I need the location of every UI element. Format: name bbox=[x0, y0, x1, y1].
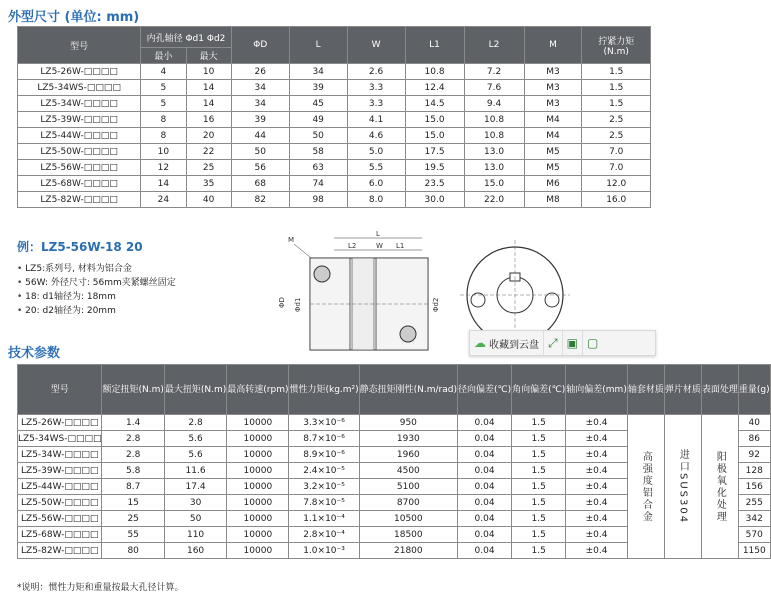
col-hub-material: 轴套材质 bbox=[627, 365, 664, 415]
table-cell: M5 bbox=[524, 144, 582, 160]
table-cell: 160 bbox=[164, 543, 226, 559]
table-cell: 4500 bbox=[359, 463, 457, 479]
table-cell: 5100 bbox=[359, 479, 457, 495]
table-cell: 86 bbox=[738, 431, 770, 447]
table-cell: 10000 bbox=[227, 479, 289, 495]
table-row bbox=[18, 96, 651, 112]
table-cell: 92 bbox=[738, 447, 770, 463]
table-cell: M3 bbox=[524, 96, 582, 112]
table-cell: 30.0 bbox=[405, 192, 464, 208]
table-cell: 80 bbox=[102, 543, 164, 559]
table-cell: 1.5 bbox=[582, 96, 651, 112]
table-cell: 74 bbox=[289, 176, 347, 192]
col-rated-torque: 额定扭矩(N.m) bbox=[102, 365, 164, 415]
col-model: 型号 bbox=[18, 365, 102, 415]
table-cell: 10000 bbox=[227, 431, 289, 447]
dim-d1-label: Φd1 bbox=[294, 297, 302, 312]
spring-material-text: 进口SUS304 bbox=[677, 448, 689, 525]
example-title: 例：LZ5-56W-18 20 bbox=[17, 240, 143, 254]
save-button[interactable] bbox=[563, 331, 583, 355]
table-row bbox=[18, 415, 771, 431]
save-to-cloud-button[interactable] bbox=[470, 331, 544, 355]
table-cell: 12.4 bbox=[405, 80, 464, 96]
table-row bbox=[18, 128, 651, 144]
col-weight: 重量(g) bbox=[738, 365, 770, 415]
model-cell: LZ5-68W-□□□□ bbox=[18, 176, 141, 192]
dim-D-label: ΦD bbox=[278, 297, 286, 308]
table-cell: 10.8 bbox=[464, 112, 524, 128]
table-cell: 7.0 bbox=[582, 160, 651, 176]
coupling-side-view-drawing bbox=[272, 228, 442, 358]
table-cell: 39 bbox=[289, 80, 347, 96]
table-cell: 156 bbox=[738, 479, 770, 495]
table-cell: ±0.4 bbox=[566, 415, 628, 431]
table-cell: 8700 bbox=[359, 495, 457, 511]
model-cell: LZ5-50W-□□□□ bbox=[18, 495, 102, 511]
table-cell: 14 bbox=[186, 80, 231, 96]
model-cell: LZ5-34W-□□□□ bbox=[18, 96, 141, 112]
torque-label: 拧紧力矩 bbox=[598, 36, 635, 47]
model-cell: LZ5-44W-□□□□ bbox=[18, 479, 102, 495]
table-cell: 8 bbox=[141, 112, 186, 128]
table-cell: 49 bbox=[289, 112, 347, 128]
table-cell: 5.5 bbox=[347, 160, 405, 176]
example-item: • 18: d1轴径为: 18mm bbox=[17, 290, 176, 304]
table-cell: 4.1 bbox=[347, 112, 405, 128]
table-cell: 2.8 bbox=[102, 431, 164, 447]
table-cell: 17.5 bbox=[405, 144, 464, 160]
col-radial: 径向偏差(℃) bbox=[458, 365, 512, 415]
col-torque bbox=[582, 27, 651, 64]
table-cell: 3.3×10⁻⁶ bbox=[289, 415, 359, 431]
table-cell: 7.6 bbox=[464, 80, 524, 96]
model-cell: LZ5-26W-□□□□ bbox=[18, 64, 141, 80]
table-cell: 15 bbox=[102, 495, 164, 511]
table-cell: M8 bbox=[524, 192, 582, 208]
table-cell: 7.2 bbox=[464, 64, 524, 80]
table-cell: 1.5 bbox=[582, 80, 651, 96]
table-cell: 26 bbox=[231, 64, 289, 80]
table-row bbox=[18, 176, 651, 192]
table-cell: 15.0 bbox=[464, 176, 524, 192]
table-row bbox=[18, 64, 651, 80]
surface-cell bbox=[701, 415, 738, 559]
more-button[interactable] bbox=[583, 331, 602, 355]
surface-text: 阳极氧化处理 bbox=[714, 450, 726, 523]
table-cell: 0.04 bbox=[458, 463, 512, 479]
table-cell: M4 bbox=[524, 128, 582, 144]
table-cell: 1.5 bbox=[512, 415, 566, 431]
table-cell: 13.0 bbox=[464, 160, 524, 176]
table-row bbox=[18, 192, 651, 208]
table-cell: 8.7×10⁻⁶ bbox=[289, 431, 359, 447]
table-cell: 18500 bbox=[359, 527, 457, 543]
table-cell: 35 bbox=[186, 176, 231, 192]
col-L1: L1 bbox=[405, 27, 464, 64]
tech-params-table bbox=[17, 364, 771, 559]
table-cell: 17.4 bbox=[164, 479, 226, 495]
table-cell: 8.0 bbox=[347, 192, 405, 208]
model-cell: LZ5-50W-□□□□ bbox=[18, 144, 141, 160]
table-cell: 1.5 bbox=[512, 447, 566, 463]
col-bore: 内孔轴径 Φd1 Φd2 bbox=[141, 27, 232, 48]
dim-L2-label: L2 bbox=[348, 242, 357, 250]
table-cell: 25 bbox=[102, 511, 164, 527]
table-cell: 2.6 bbox=[347, 64, 405, 80]
table-cell: 25 bbox=[186, 160, 231, 176]
cloud-toolbar bbox=[469, 330, 656, 356]
table-cell: 21800 bbox=[359, 543, 457, 559]
col-spring-material: 弹片材质 bbox=[664, 365, 701, 415]
table-cell: 24 bbox=[141, 192, 186, 208]
table-cell: M3 bbox=[524, 80, 582, 96]
table-cell: 4 bbox=[141, 64, 186, 80]
table-cell: 14 bbox=[141, 176, 186, 192]
col-model: 型号 bbox=[18, 27, 141, 64]
table-cell: 1930 bbox=[359, 431, 457, 447]
col-M: M bbox=[524, 27, 582, 64]
table-cell: 50 bbox=[289, 128, 347, 144]
table-cell: 14.5 bbox=[405, 96, 464, 112]
dimensions-table bbox=[17, 26, 651, 208]
table-cell: ±0.4 bbox=[566, 511, 628, 527]
model-cell: LZ5-56W-□□□□ bbox=[18, 160, 141, 176]
table-cell: 1.5 bbox=[512, 511, 566, 527]
table-cell: 128 bbox=[738, 463, 770, 479]
table-cell: 34 bbox=[231, 96, 289, 112]
table-cell: 20 bbox=[186, 128, 231, 144]
col-L: L bbox=[289, 27, 347, 64]
table-cell: M6 bbox=[524, 176, 582, 192]
table-cell: 0.04 bbox=[458, 543, 512, 559]
example-list bbox=[17, 262, 176, 318]
model-cell: LZ5-34WS-□□□□ bbox=[18, 80, 141, 96]
table-cell: 0.04 bbox=[458, 511, 512, 527]
table-cell: 0.04 bbox=[458, 479, 512, 495]
floppy-icon: ▣ bbox=[566, 336, 578, 350]
expand-icon: ⤢ bbox=[548, 335, 558, 350]
table-cell: 10000 bbox=[227, 415, 289, 431]
panel-icon: ▢ bbox=[586, 336, 599, 350]
col-L2: L2 bbox=[464, 27, 524, 64]
save-to-cloud-label: 收藏到云盘 bbox=[489, 339, 539, 351]
table-cell: 45 bbox=[289, 96, 347, 112]
table-cell: 58 bbox=[289, 144, 347, 160]
table-cell: 1.5 bbox=[512, 543, 566, 559]
table-cell: 15.0 bbox=[405, 112, 464, 128]
table-cell: 2.8 bbox=[102, 447, 164, 463]
table-cell: 3.2×10⁻⁵ bbox=[289, 479, 359, 495]
model-cell: LZ5-44W-□□□□ bbox=[18, 128, 141, 144]
model-cell: LZ5-68W-□□□□ bbox=[18, 527, 102, 543]
table-cell: 44 bbox=[231, 128, 289, 144]
table-cell: 570 bbox=[738, 527, 770, 543]
table-cell: 15.0 bbox=[405, 128, 464, 144]
table-row bbox=[18, 160, 651, 176]
dim-L-label: L bbox=[376, 230, 380, 238]
table-cell: 1.5 bbox=[512, 495, 566, 511]
table-cell: ±0.4 bbox=[566, 447, 628, 463]
table-cell: 40 bbox=[738, 415, 770, 431]
table-cell: 10000 bbox=[227, 527, 289, 543]
table-cell: 30 bbox=[164, 495, 226, 511]
spring-material-cell bbox=[664, 415, 701, 559]
table-cell: 68 bbox=[231, 176, 289, 192]
table-cell: 110 bbox=[164, 527, 226, 543]
table-cell: 50 bbox=[164, 511, 226, 527]
table-cell: 1960 bbox=[359, 447, 457, 463]
table-cell: 4.6 bbox=[347, 128, 405, 144]
model-cell: LZ5-26W-□□□□ bbox=[18, 415, 102, 431]
example-item: • 56W: 外径尺寸: 56mm夹紧螺丝固定 bbox=[17, 276, 176, 290]
table-cell: ±0.4 bbox=[566, 495, 628, 511]
col-W: W bbox=[347, 27, 405, 64]
table-cell: 55 bbox=[102, 527, 164, 543]
table-cell: 19.5 bbox=[405, 160, 464, 176]
table-cell: 11.6 bbox=[164, 463, 226, 479]
table-cell: 22 bbox=[186, 144, 231, 160]
dimensions-section-title: 外型尺寸 (单位: mm) bbox=[8, 10, 140, 25]
table-cell: 10.8 bbox=[464, 128, 524, 144]
table-cell: 9.4 bbox=[464, 96, 524, 112]
table-cell: 5.8 bbox=[102, 463, 164, 479]
example-item: • 20: d2轴径为: 20mm bbox=[17, 304, 176, 318]
model-cell: LZ5-34W-□□□□ bbox=[18, 447, 102, 463]
table-cell: 7.8×10⁻⁵ bbox=[289, 495, 359, 511]
table-cell: 1.5 bbox=[512, 463, 566, 479]
table-cell: 0.04 bbox=[458, 495, 512, 511]
table-cell: 8 bbox=[141, 128, 186, 144]
table-cell: 14 bbox=[186, 96, 231, 112]
table-cell: 10000 bbox=[227, 543, 289, 559]
model-cell: LZ5-82W-□□□□ bbox=[18, 543, 102, 559]
col-D: ΦD bbox=[231, 27, 289, 64]
table-cell: 255 bbox=[738, 495, 770, 511]
table-cell: M3 bbox=[524, 64, 582, 80]
table-row bbox=[18, 144, 651, 160]
col-max-speed: 最高转速(rpm) bbox=[227, 365, 289, 415]
example-item: • LZ5:系列号, 材料为铝合金 bbox=[17, 262, 176, 276]
hub-material-text: 高强度铝合金 bbox=[640, 450, 652, 523]
table-cell: 10500 bbox=[359, 511, 457, 527]
table-cell: 5.6 bbox=[164, 447, 226, 463]
col-surface: 表面处理 bbox=[701, 365, 738, 415]
table-cell: 34 bbox=[231, 80, 289, 96]
table-cell: 13.0 bbox=[464, 144, 524, 160]
table-cell: M5 bbox=[524, 160, 582, 176]
table-cell: 1.5 bbox=[512, 431, 566, 447]
table-cell: 1.5 bbox=[512, 527, 566, 543]
table-cell: 98 bbox=[289, 192, 347, 208]
table-row bbox=[18, 80, 651, 96]
table-cell: 8.7 bbox=[102, 479, 164, 495]
table-cell: 12.0 bbox=[582, 176, 651, 192]
table-cell: 5 bbox=[141, 96, 186, 112]
cloud-icon: ☁ bbox=[474, 336, 486, 350]
table-cell: M4 bbox=[524, 112, 582, 128]
table-cell: 10.8 bbox=[405, 64, 464, 80]
table-cell: 342 bbox=[738, 511, 770, 527]
table-cell: ±0.4 bbox=[566, 479, 628, 495]
model-cell: LZ5-56W-□□□□ bbox=[18, 511, 102, 527]
table-cell: 5.0 bbox=[347, 144, 405, 160]
table-cell: 2.8 bbox=[164, 415, 226, 431]
table-cell: 56 bbox=[231, 160, 289, 176]
table-cell: 16 bbox=[186, 112, 231, 128]
model-cell: LZ5-39W-□□□□ bbox=[18, 112, 141, 128]
table-cell: 34 bbox=[289, 64, 347, 80]
model-cell: LZ5-34WS-□□□□ bbox=[18, 431, 102, 447]
table-cell: 63 bbox=[289, 160, 347, 176]
table-cell: ±0.4 bbox=[566, 543, 628, 559]
dim-W-label: W bbox=[376, 242, 383, 250]
table-cell: 0.04 bbox=[458, 527, 512, 543]
model-cell: LZ5-39W-□□□□ bbox=[18, 463, 102, 479]
dim-L1-label: L1 bbox=[396, 242, 405, 250]
table-cell: 8.9×10⁻⁶ bbox=[289, 447, 359, 463]
table-cell: 2.5 bbox=[582, 112, 651, 128]
table-cell: ±0.4 bbox=[566, 431, 628, 447]
table-cell: 1.5 bbox=[582, 64, 651, 80]
table-cell: 0.04 bbox=[458, 415, 512, 431]
col-inertia: 惯性力矩(kg.m²) bbox=[289, 365, 359, 415]
col-bore-max: 最大 bbox=[186, 48, 231, 64]
table-cell: 10000 bbox=[227, 511, 289, 527]
table-cell: 39 bbox=[231, 112, 289, 128]
table-cell: 2.5 bbox=[582, 128, 651, 144]
table-cell: 6.0 bbox=[347, 176, 405, 192]
table-cell: 1.1×10⁻⁴ bbox=[289, 511, 359, 527]
model-cell: LZ5-82W-□□□□ bbox=[18, 192, 141, 208]
table-cell: 0.04 bbox=[458, 431, 512, 447]
col-bore-min: 最小 bbox=[141, 48, 186, 64]
table-cell: 10 bbox=[186, 64, 231, 80]
col-stiffness: 静态扭矩刚性(N.m/rad) bbox=[359, 365, 457, 415]
table-cell: 1.0×10⁻³ bbox=[289, 543, 359, 559]
table-cell: ±0.4 bbox=[566, 463, 628, 479]
table-cell: 1.4 bbox=[102, 415, 164, 431]
col-max-torque: 最大扭矩(N.m) bbox=[164, 365, 226, 415]
expand-button[interactable] bbox=[544, 331, 563, 355]
table-cell: 10000 bbox=[227, 495, 289, 511]
table-cell: 1.5 bbox=[512, 479, 566, 495]
tech-section-title: 技术参数 bbox=[8, 346, 61, 361]
table-cell: 10000 bbox=[227, 447, 289, 463]
table-cell: 3.3 bbox=[347, 80, 405, 96]
table-cell: ±0.4 bbox=[566, 527, 628, 543]
table-cell: 3.3 bbox=[347, 96, 405, 112]
table-cell: 50 bbox=[231, 144, 289, 160]
table-row bbox=[18, 112, 651, 128]
table-cell: 12 bbox=[141, 160, 186, 176]
table-cell: 0.04 bbox=[458, 447, 512, 463]
table-cell: 22.0 bbox=[464, 192, 524, 208]
table-cell: 82 bbox=[231, 192, 289, 208]
table-cell: 23.5 bbox=[405, 176, 464, 192]
table-cell: 10000 bbox=[227, 463, 289, 479]
table-cell: 10 bbox=[141, 144, 186, 160]
col-axial: 轴向偏差(mm) bbox=[566, 365, 628, 415]
table-cell: 950 bbox=[359, 415, 457, 431]
footnote: *说明：惯性力矩和重量按最大孔径计算。 bbox=[17, 583, 184, 593]
table-cell: 2.8×10⁻⁴ bbox=[289, 527, 359, 543]
table-cell: 7.0 bbox=[582, 144, 651, 160]
table-cell: 40 bbox=[186, 192, 231, 208]
col-angular: 角向偏差(℃) bbox=[512, 365, 566, 415]
table-cell: 5 bbox=[141, 80, 186, 96]
dim-d2-label: Φd2 bbox=[432, 297, 440, 312]
table-cell: 1150 bbox=[738, 543, 770, 559]
table-cell: 2.4×10⁻⁵ bbox=[289, 463, 359, 479]
torque-unit: (N.m) bbox=[603, 46, 629, 57]
hub-material-cell bbox=[627, 415, 664, 559]
table-cell: 5.6 bbox=[164, 431, 226, 447]
dim-M-label: M bbox=[288, 236, 295, 244]
table-cell: 16.0 bbox=[582, 192, 651, 208]
